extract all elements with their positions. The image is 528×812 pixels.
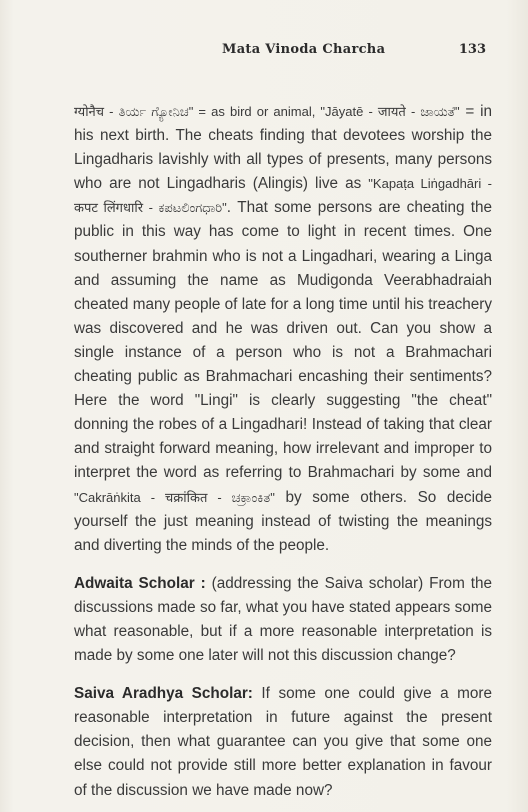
page-body bbox=[74, 100, 492, 803]
body-text: = in his next birth. The cheats finding that devotees worship the Lingadharis lavishly with all types of presents, many persons who are not Lingadharis (Alingis) live as bbox=[74, 103, 492, 193]
script-term: ग्योनैच - ತಿರ್ಯ ಗ್ಯೋನಿಚ" = as bird or animal, bbox=[74, 104, 321, 119]
speaker-label: Adwaita Scholar : bbox=[74, 574, 206, 592]
body-text: . That some persons are cheating the public in this way has come to light in recent times. One southerner brahmin who is not a Lingadhari, wearing a Linga and assuming the name as Mudigonda Veerabhadraiah cheated many people of late for a long time until his treachery was discovered and he was driven out. Can you show a single instance of a person who is not a Brahmachari cheating public as Brahmachari encashing their sentiments? Here the word "Lingi" is clearly suggesting "the cheat" donning the robes of a Lingadhari! Instead of taking that clear and straight forward meaning, how irrelevant and improper to interpret the word as referring to Brahmachari by some and bbox=[74, 199, 492, 482]
script-term: "Kapaṭa Liṅgadhāri - कपट लिंगधारि - ಕಪಟಲಿಂಗಧಾರಿ" bbox=[74, 176, 492, 216]
dialogue-adwaita bbox=[74, 572, 492, 668]
script-term: "Cakrāṅkita - चक्रांकित - ಚಕ್ರಾಂಕಿತ" bbox=[74, 489, 275, 505]
running-title: Mata Vinoda Charcha bbox=[222, 42, 386, 57]
paragraph-continuation bbox=[74, 100, 492, 558]
dialogue-text: (addressing the Saiva scholar) From the discussions made so far, what you have stated appears some what reasonable, but if a more reasonable interpretation is made by some one later will not this discussion change? bbox=[74, 574, 492, 665]
dialogue-text: If some one could give a more reasonable interpretation in future against the present decision, then what guarantee can you give that some one else could not provide still more better explanation in favour of the discussion we have made now? bbox=[74, 685, 493, 799]
script-term: "Jāyatē - जायते - ಜಾಯತೆ" bbox=[320, 104, 460, 119]
page-number: 133 bbox=[458, 42, 486, 57]
body-text: by some others. So decide yourself the just meaning instead of twisting the meanings and diverting the minds of the people. bbox=[74, 488, 492, 554]
page-header bbox=[222, 42, 486, 62]
dialogue-saiva bbox=[74, 682, 492, 802]
speaker-label: Saiva Aradhya Scholar: bbox=[74, 685, 253, 703]
